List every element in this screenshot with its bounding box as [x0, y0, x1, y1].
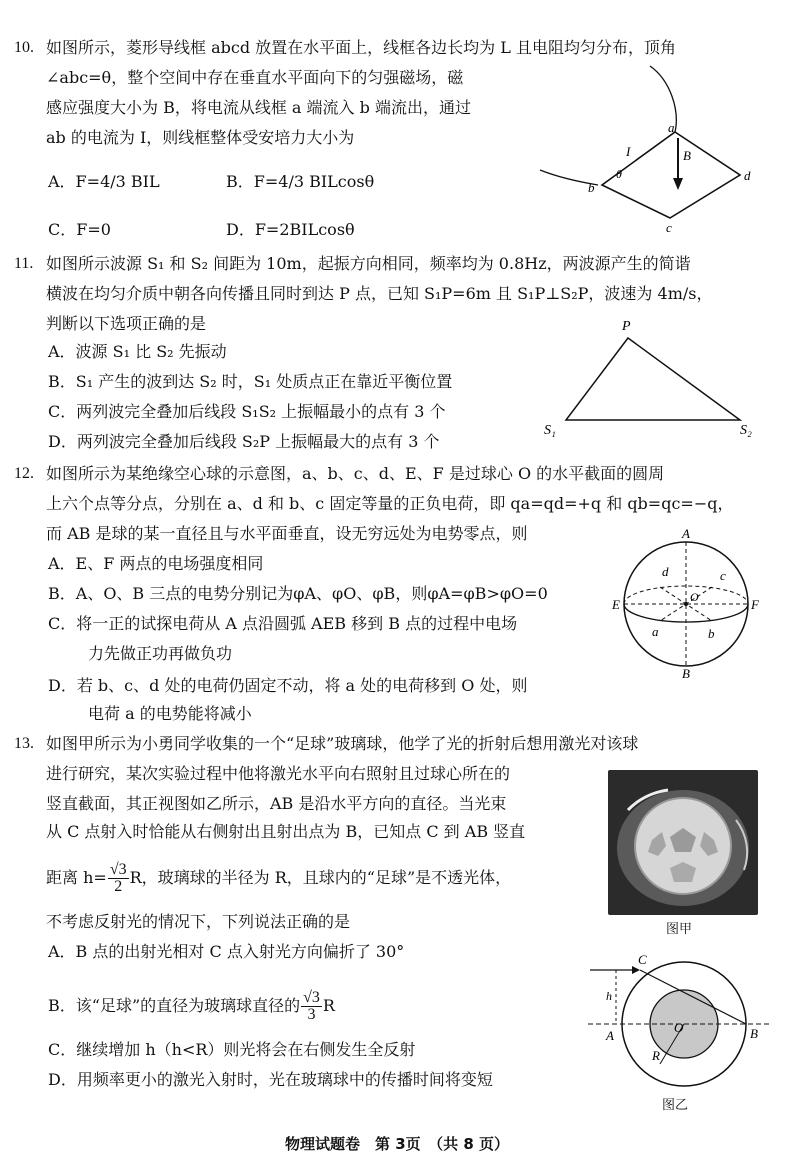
q11-option-a: A．波源 S₁ 比 S₂ 先振动 [48, 342, 227, 361]
q11-label-p: P [622, 319, 631, 334]
q13-option-b-prefix: B．该“足球”的直径为玻璃球直径的 [48, 996, 301, 1015]
q13-stem-line6: 不考虑反射光的情况下，下列说法正确的是 [46, 912, 351, 931]
q10-stem-line4: ab 的电流为 I，则线框整体受安培力大小为 [46, 128, 355, 147]
q13-stem-line2: 进行研究，某次实验过程中他将激光水平向右照射且过球心所在的 [46, 764, 511, 783]
q11-stem-line3: 判断以下选项正确的是 [46, 314, 207, 333]
q10-stem-line3: 感应强度大小为 B，将电流从线框 a 端流入 b 端流出，通过 [46, 98, 471, 117]
q11-number: 11. [14, 255, 34, 272]
q10-stem-line2: ∠abc=θ，整个空间中存在垂直水平面向下的匀强磁场，磁 [46, 68, 464, 87]
q12-label-b-bottom: B [682, 666, 690, 681]
q13-stem-line4: 从 C 点射入时恰能从右侧射出且射出点为 B，已知点 C 到 AB 竖直 [46, 822, 526, 841]
q13-h-prefix: 距离 h= [46, 868, 107, 887]
q12-option-c-line2: 力先做正功再做负功 [88, 644, 233, 663]
page-footer: 物理试题卷 第 3页 （共 8 页） [284, 1135, 510, 1153]
q12-option-c-line1: C．将一正的试探电荷从 A 点沿圆弧 AEB 移到 B 点的过程中电场 [48, 614, 518, 633]
q13-option-c: C．继续增加 h（h<R）则光将会在右侧发生全反射 [48, 1040, 416, 1059]
q13-option-b-denominator: 3 [307, 1006, 316, 1023]
q10-option-c: C．F=0 [48, 220, 111, 239]
q11-label-s2: S₂ [740, 423, 752, 438]
q10-label-theta: θ [616, 167, 622, 181]
q13-option-d: D．用频率更小的激光入射时，光在玻璃球中的传播时间将变短 [48, 1070, 493, 1089]
q13-stem-line5 [46, 862, 511, 895]
q10-stem-line1: 如图所示，菱形导线框 abcd 放置在水平面上，线框各边长均为 L 且电阻均匀分布，顶角 [46, 38, 676, 57]
q12-label-e: E [612, 597, 620, 612]
q13-label-o: O [674, 1020, 684, 1035]
q13-option-a: A．B 点的出射光相对 C 点入射光方向偏折了 30° [48, 942, 405, 961]
q11-option-d: D．两列波完全叠加后线段 S₂P 上振幅最大的点有 3 个 [48, 432, 440, 451]
q13-label-a: A [606, 1028, 614, 1043]
q13-number: 13. [14, 735, 34, 752]
q13-h-denominator: 2 [114, 878, 123, 895]
q12-label-o: O [690, 590, 699, 604]
q10-label-field-b: B [683, 148, 691, 163]
q11-stem-line1: 如图所示波源 S₁ 和 S₂ 间距为 10m，起振方向相同，频率均为 0.8Hz，两波源产生的简谐 [46, 254, 691, 273]
q10-option-d: D．F=2BILcosθ [226, 220, 355, 239]
q10-label-c: c [666, 220, 672, 235]
q13-option-b [48, 990, 335, 1023]
q13-label-h: h [606, 989, 612, 1003]
figure-caption: 图乙 [662, 1098, 689, 1113]
q13-h-suffix: R，玻璃球的半径为 R，且球内的“足球”是不透光体， [129, 868, 512, 887]
q13-label-c: C [638, 952, 647, 967]
q12-label-a-top: A [682, 526, 690, 541]
q12-stem-line3: 而 AB 是球的某一直径且与水平面垂直，设无穷远处为电势零点，则 [46, 524, 528, 543]
q10-label-current: I [626, 144, 631, 159]
q11-option-c: C．两列波完全叠加后线段 S₁S₂ 上振幅最小的点有 3 个 [48, 402, 446, 421]
q13-stem-line3: 竖直截面，其正视图如乙所示，AB 是沿水平方向的直径。当光束 [46, 794, 507, 813]
q13-ray-figure [580, 948, 780, 1098]
q13-option-b-suffix: R [322, 996, 335, 1015]
q10-option-b: B．F=4/3 BILcosθ [226, 172, 375, 191]
q13-option-b-fraction [301, 990, 322, 1023]
q11-label-s1: S₁ [544, 423, 556, 438]
q13-stem-line1: 如图甲所示为小勇同学收集的一个“足球”玻璃球，他学了光的折射后想用激光对该球 [46, 734, 639, 753]
q11-stem-line2: 横波在均匀介质中朝各向传播且同时到达 P 点，已知 S₁P=6m 且 S₁P⊥S₂P，波速为 4m/s， [46, 284, 713, 303]
q12-sphere-figure [610, 526, 770, 681]
q11-option-b: B．S₁ 产生的波到达 S₂ 时，S₁ 处质点正在靠近平衡位置 [48, 372, 453, 391]
q13-h-fraction [108, 862, 129, 895]
q10-option-a: A．F=4/3 BIL [48, 172, 160, 191]
q10-number: 10. [14, 39, 34, 56]
q10-label-a: a [668, 120, 675, 135]
q10-rhombus-figure [530, 60, 780, 235]
glass-ball-photo [608, 770, 758, 915]
q12-stem-line1: 如图所示为某绝缘空心球的示意图，a、b、c、d、E、F 是过球心 O 的水平截面的圆周 [46, 464, 665, 483]
q12-label-d-charge: d [662, 564, 669, 579]
q13-label-r: R [652, 1048, 660, 1063]
q10-label-b: b [588, 180, 595, 195]
q12-number: 12. [14, 465, 34, 482]
q12-option-d-line2: 电荷 a 的电势能将减小 [88, 704, 252, 723]
glass-ball-illustration [608, 770, 758, 915]
q12-label-b-charge: b [708, 626, 715, 641]
q12-label-c-charge: c [720, 568, 726, 583]
q12-stem-line2: 上六个点等分点，分别在 a、d 和 b、c 固定等量的正负电荷，即 qa=qd=+q 和 qb=qc=−q， [46, 494, 734, 513]
q12-option-b: B．A、O、B 三点的电势分别记为φA、φO、φB，则φA=φB>φO=0 [48, 584, 548, 603]
q12-option-a: A．E、F 两点的电场强度相同 [48, 554, 264, 573]
q12-label-f: F [751, 597, 759, 612]
q13-label-b: B [750, 1026, 758, 1041]
q11-triangle-figure [540, 318, 770, 443]
q12-label-a-charge: a [652, 624, 659, 639]
q13-h-numerator: √3 [109, 861, 127, 878]
q10-label-d: d [744, 168, 751, 183]
q13-option-b-numerator: √3 [303, 989, 320, 1006]
photo-caption: 图甲 [666, 922, 693, 937]
q12-option-d-line1: D．若 b、c、d 处的电荷仍固定不动，将 a 处的电荷移到 O 处，则 [48, 676, 528, 695]
